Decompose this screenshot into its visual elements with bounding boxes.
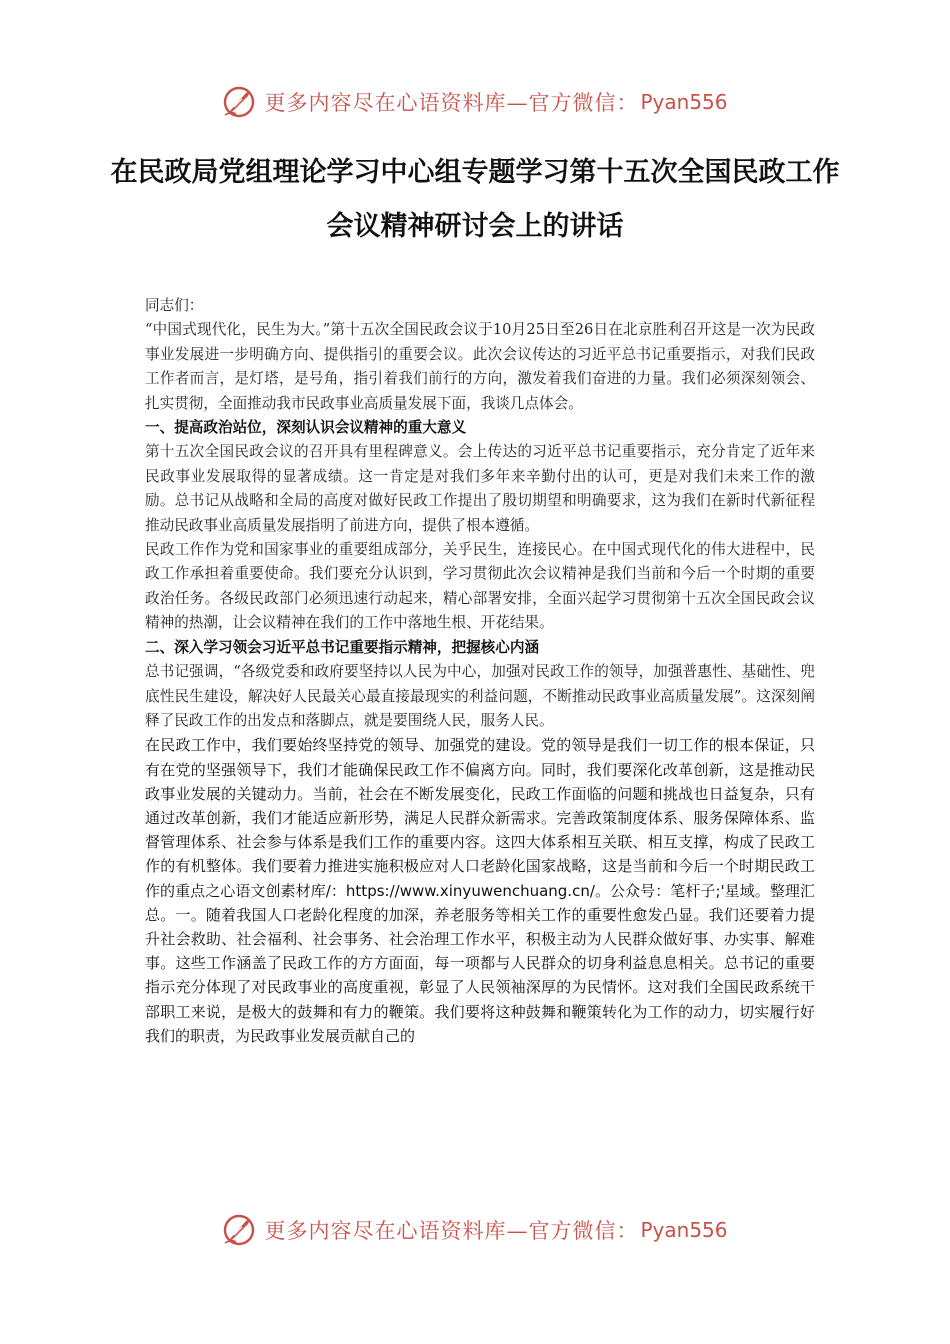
paragraph: 第十五次全国民政会议的召开具有里程碑意义。会上传达的习近平总书记重要指示，充分肯定了近年来民政事业发展取得的显著成绩。这一肯定是对我们多年来辛勤付出的认可，更是对我们未来工作的激励。总书记从战略和全局的高度对做好民政工作提出了殷切期望和明确要求，这为我们在新时代新征程推动民政事业高质量发展指明了前进方向，提供了根本遵循。 <box>145 443 815 534</box>
watermark-handle: Pyan556 <box>640 90 728 114</box>
quill-pen-logo-icon <box>222 85 256 119</box>
document-body <box>145 294 815 1048</box>
paragraph: “中国式现代化，民生为大。”第十五次全国民政会议于10月25日至26日在北京胜利召开这是一次为民政事业发展进一步明确方向、提供指引的重要会议。此次会议传达的习近平总书记重要指示，对我们民政工作者而言，是灯塔，是号角，指引着我们前行的方向，激发着我们奋进的力量。我们必须深刻领会、扎实贯彻，全面推动我市民政事业高质量发展下面，我谈几点体会。 <box>145 321 815 412</box>
paragraph: 在民政工作中，我们要始终坚持党的领导、加强党的建设。党的领导是我们一切工作的根本保证，只有在党的坚强领导下，我们才能确保民政工作不偏离方向。同时，我们要深化改革创新，这是推动民政事业发展的关键动力。当前，社会在不断发展变化，民政工作面临的问题和挑战也日益复杂，只有通过改革创新，我们才能适应新形势，满足人民群众新需求。完善政策制度体系、服务保障体系、监督管理体系、社会参与体系是我们工作的重要内容。这四大体系相互关联、相互支撑，构成了民政工作的有机整体。我们要着力推进实施积极应对人口老龄化国家战略，这是当前和今后一个时期民政工作的重点之心语文创素材库/：https://www.xinyuwenchuang.cn/。公众号：笔杆子;'星域。整理汇总。一。随着我国人口老龄化程度的加深，养老服务等相关工作的重要性愈发凸显。我们还要着力提升社会救助、社会福利、社会事务、社会治理工作水平，积极主动为人民群众做好事、办实事、解难事。这些工作涵盖了民政工作的方方面面，每一项都与人民群众的切身利益息息相关。总书记的重要指示充分体现了对民政事业的高度重视，彰显了人民领袖深厚的为民情怀。这对我们全国民政系统干部职工来说，是极大的鼓舞和有力的鞭策。我们要将这种鼓舞和鞭策转化为工作的动力，切实履行好我们的职责，为民政事业发展贡献自己的 <box>145 736 815 1045</box>
document-title: 在民政局党组理论学习中心组专题学习第十五次全国民政工作会议精神研讨会上的讲话 <box>110 157 840 242</box>
paragraph: 同志们： <box>145 297 204 314</box>
watermark-handle: Pyan556 <box>640 1218 728 1242</box>
watermark-banner-bottom <box>0 1210 950 1250</box>
paragraph: 民政工作作为党和国家事业的重要组成部分，关乎民生，连接民心。在中国式现代化的伟大进程中，民政工作承担着重要使命。我们要充分认识到，学习贯彻此次会议精神是我们当前和今后一个时期的重要政治任务。各级民政部门必须迅速行动起来，精心部署安排，全面兴起学习贯彻第十五次全国民政会议精神的热潮，让会议精神在我们的工作中落地生根、开花结果。 <box>145 541 815 632</box>
paragraph: 总书记强调，“各级党委和政府要坚持以人民为中心，加强对民政工作的领导，加强普惠性、基础性、兜底性民生建设，解决好人民最关心最直接最现实的利益问题，不断推动民政事业高质量发展”。这深刻阐释了民政工作的出发点和落脚点，就是要围绕人民，服务人民。 <box>145 663 815 729</box>
watermark-text: 更多内容尽在心语资料库—官方微信： <box>264 91 639 115</box>
section-heading: 二、深入学习领会习近平总书记重要指示精神，把握核心内涵 <box>145 638 540 656</box>
quill-pen-logo-icon <box>222 1213 256 1247</box>
watermark-banner-top <box>0 82 950 122</box>
watermark-text: 更多内容尽在心语资料库—官方微信： <box>264 1219 639 1243</box>
section-heading: 一、提高政治站位，深刻认识会议精神的重大意义 <box>145 419 467 437</box>
